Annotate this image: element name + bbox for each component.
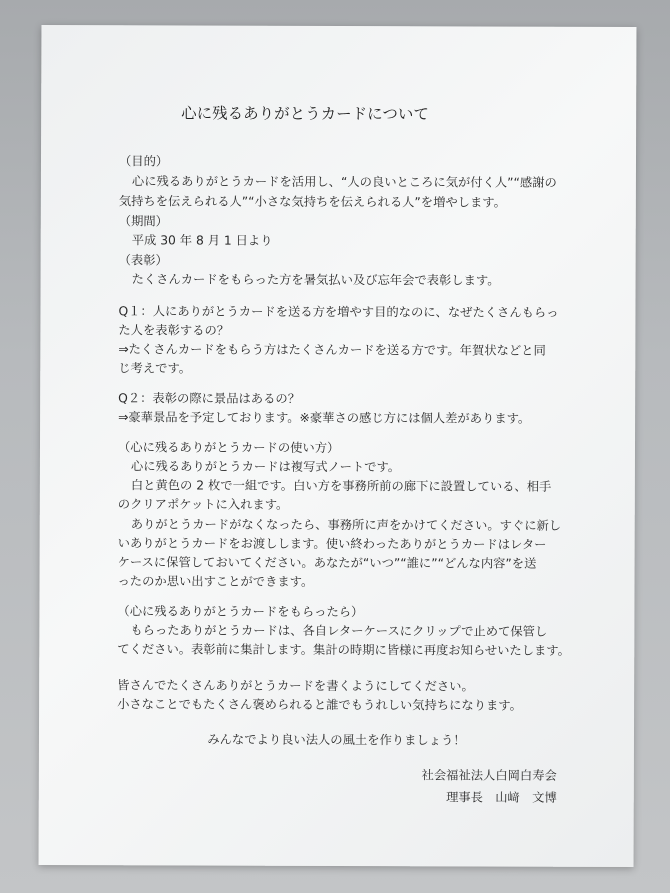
received-line-2: てください。表彰前に集計します。集計の時期に皆様に再度お知らせいたします。 bbox=[117, 642, 570, 658]
purpose-heading: （目的） bbox=[118, 154, 169, 169]
usage-line-3: のクリアポケットに入れます。 bbox=[117, 497, 289, 512]
slogan: みんなでより良い法人の風土を作りましょう！ bbox=[207, 732, 466, 748]
usage-line-6: ケースに保管しておいてください。あなたが“いつ”“誰に”“どんな内容”を送 bbox=[117, 555, 537, 571]
q2-line-1: Q２：表彰の際に景品はあるの？ bbox=[118, 391, 301, 406]
purpose-line-2: 気持ちを伝えられる人”“小さな気持ちを伝えられる人”を増やします。 bbox=[118, 194, 506, 210]
q1-line-4: じ考えです。 bbox=[118, 361, 192, 376]
award-line-1: たくさんカードをもらった方を暑気払い及び忘年会で表彰します。 bbox=[131, 272, 500, 288]
period-line-1: 平成 30 年 8 月 1 日より bbox=[131, 233, 273, 248]
usage-line-7: ったのか思い出すことができます。 bbox=[117, 574, 314, 589]
usage-line-1: 心に残るありがとうカードは複写式ノートです。 bbox=[130, 459, 401, 475]
usage-line-4: ありがとうカードがなくなったら、事務所に声をかけてください。すぐに新し bbox=[130, 517, 562, 533]
q1-line-2: た人を表彰するの？ bbox=[118, 323, 230, 338]
closing-line-1: 皆さんでたくさんありがとうカードを書くようにしてください。 bbox=[117, 678, 474, 694]
period-heading: （期間） bbox=[118, 214, 169, 229]
usage-line-2: 白と黄色の 2 枚で一組です。白い方を事務所前の廊下に設置している、相手 bbox=[130, 478, 552, 494]
closing-line-2: 小さなことでもたくさん褒められると誰でもうれしい気持ちになります。 bbox=[117, 697, 522, 713]
q2-line-2: ⇒豪華景品を予定しております。※豪華さの感じ方には個人差があります。 bbox=[118, 410, 531, 426]
document-page bbox=[39, 25, 637, 867]
q1-line-3: ⇒たくさんカードをもらう方はたくさんカードを送る方です。年賀状などと同 bbox=[118, 342, 546, 358]
signer-name: 理事長 山﨑 文博 bbox=[446, 790, 557, 805]
received-line-1: もらったありがとうカードは、各自レターケースにクリップで止めて保管し bbox=[130, 623, 548, 639]
page-title: 心に残るありがとうカードについて bbox=[181, 104, 429, 124]
purpose-line-1: 心に残るありがとうカードを活用し、“人の良いところに気が付く人”“感謝の bbox=[131, 174, 557, 190]
organization-name: 社会福祉法人白岡白寿会 bbox=[421, 768, 557, 783]
award-heading: （表彰） bbox=[118, 253, 168, 268]
usage-heading: （心に残るありがとうカードの使い方） bbox=[117, 440, 340, 456]
q1-line-1: Q１：人にありがとうカードを送る方を増やす目的なのに、なぜたくさんもらっ bbox=[118, 304, 559, 320]
received-heading: （心に残るありがとうカードをもらったら） bbox=[117, 604, 364, 620]
usage-line-5: いありがとうカードをお渡しします。使い終わったありがとうカードはレター bbox=[117, 536, 547, 552]
